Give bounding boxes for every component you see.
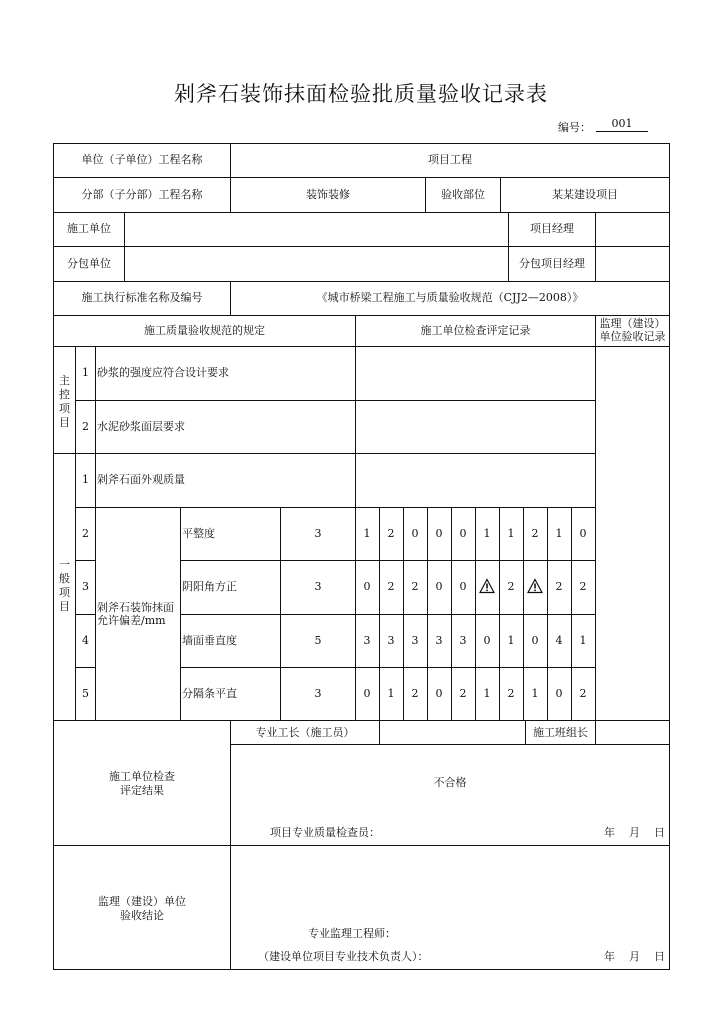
measure-value: 2: [411, 687, 419, 700]
measure-value: 0: [459, 580, 467, 593]
measure-value: 2: [411, 580, 419, 593]
measure-value: 2: [387, 527, 395, 540]
standard-label: 施工执行标准名称及编号: [81, 291, 203, 304]
measure-value: 3: [363, 634, 371, 647]
measure-value: 1: [507, 634, 515, 647]
measure-value: 2: [531, 527, 539, 540]
engineer-label: 专业监理工程师：: [308, 927, 396, 940]
supervisor-column-header: [596, 317, 669, 343]
project-manager-label: 项目经理: [530, 222, 574, 235]
measure-value: 0: [531, 634, 539, 647]
measure-value: 3: [411, 634, 419, 647]
row-allowance: 3: [314, 580, 322, 593]
supervisor-header-line1: 监理（建设）: [599, 317, 666, 330]
acceptance-part-value: 某某建设项目: [552, 188, 618, 201]
spec-column-header: 施工质量验收规范的规定: [144, 324, 265, 337]
measure-value: 3: [459, 634, 467, 647]
row-allowance: 3: [314, 527, 322, 540]
row-no: 5: [82, 687, 89, 700]
acceptance-part-label: 验收部位: [441, 188, 485, 201]
date-label: 年 月 日: [604, 826, 665, 839]
measure-value: 0: [435, 580, 443, 593]
measure-value: 2: [579, 687, 587, 700]
measure-value: 3: [435, 634, 443, 647]
sub-manager-label: 分包项目经理: [519, 257, 585, 270]
owner-label: （建设单位项目专业技术负责人）：: [258, 950, 429, 963]
serial-label: 编号：: [558, 121, 591, 134]
supervisor-result-line1: 监理（建设）单位: [98, 895, 186, 908]
row-name: 平整度: [182, 527, 215, 540]
general-group-label: 一般项目: [59, 558, 70, 613]
page-title: 剁斧石装饰抹面检验批质量验收记录表: [174, 82, 548, 106]
supervisor-header-line2: 单位验收记录: [599, 330, 666, 343]
row-no: 3: [82, 580, 89, 593]
measure-value: 3: [387, 634, 395, 647]
contractor-result-label: [54, 770, 230, 798]
main-item-1-no: 1: [82, 366, 89, 379]
measure-value: 1: [387, 687, 395, 700]
measure-value: 0: [555, 687, 563, 700]
main-item-1-text: 砂浆的强度应符合设计要求: [97, 366, 229, 379]
row-allowance: 5: [314, 634, 322, 647]
subcontractor-label: 分包单位: [67, 257, 111, 270]
measure-value: 1: [531, 687, 539, 700]
contractor-result-line2: 评定结果: [120, 784, 164, 797]
measure-value: 0: [363, 580, 371, 593]
standard-value: 《城市桥梁工程施工与质量验收规范（CJJ2—2008）》: [316, 291, 584, 304]
measure-value: 1: [363, 527, 371, 540]
row-allowance: 3: [314, 687, 322, 700]
inspector-label: 项目专业质量检查员：: [270, 826, 380, 839]
subproject-name-value: 装饰装修: [306, 188, 350, 201]
contractor-label: 施工单位: [67, 222, 111, 235]
measure-value: 1: [507, 527, 515, 540]
measure-value: 2: [459, 687, 467, 700]
measure-value: 2: [507, 687, 515, 700]
general-item-1-no: 1: [82, 473, 89, 486]
supervisor-result-label: [54, 895, 230, 923]
main-control-group-label: 主控项目: [59, 374, 70, 429]
serial-number: 001: [596, 117, 648, 132]
measure-value: 0: [363, 687, 371, 700]
measure-value: 2: [507, 580, 515, 593]
result-value: 不合格: [433, 776, 467, 789]
measure-value: 0: [483, 634, 491, 647]
tolerance-label: 剁斧石装饰抹面允许偏差/mm: [97, 601, 174, 627]
measure-value: 0: [435, 687, 443, 700]
subproject-name-label: 分部（子分部）工程名称: [81, 188, 203, 201]
row-name: 阴阳角方正: [182, 580, 237, 593]
date-label-2: 年 月 日: [604, 950, 665, 963]
measure-value: 1: [555, 527, 563, 540]
row-name: 墙面垂直度: [182, 634, 237, 647]
main-item-2-text: 水泥砂浆面层要求: [97, 420, 185, 433]
row-no: 4: [82, 634, 89, 647]
measure-value: 0: [459, 527, 467, 540]
warning-icon: [524, 578, 546, 594]
team-leader-label: 施工班组长: [533, 726, 588, 739]
measure-value: 1: [579, 634, 587, 647]
contractor-result-line1: 施工单位检查: [109, 770, 175, 783]
measure-value: 4: [555, 634, 563, 647]
row-name: 分隔条平直: [182, 687, 237, 700]
general-item-1-text: 剁斧石面外观质量: [97, 473, 185, 486]
measure-value: 0: [435, 527, 443, 540]
row-no: 2: [82, 527, 89, 540]
measure-value: 1: [483, 527, 491, 540]
measure-value: 2: [555, 580, 563, 593]
main-item-2-no: 2: [82, 420, 89, 433]
contractor-check-column-header: 施工单位检查评定记录: [420, 324, 531, 337]
warning-icon: [476, 578, 498, 594]
project-name-value: 项目工程: [428, 153, 472, 166]
measure-value: 0: [411, 527, 419, 540]
project-name-label: 单位（子单位）工程名称: [81, 153, 203, 166]
measure-value: 2: [387, 580, 395, 593]
supervisor-result-line2: 验收结论: [120, 909, 164, 922]
measure-value: 2: [579, 580, 587, 593]
measure-value: 0: [579, 527, 587, 540]
measure-value: 1: [483, 687, 491, 700]
foreman-label: 专业工长（施工员）: [255, 726, 355, 739]
